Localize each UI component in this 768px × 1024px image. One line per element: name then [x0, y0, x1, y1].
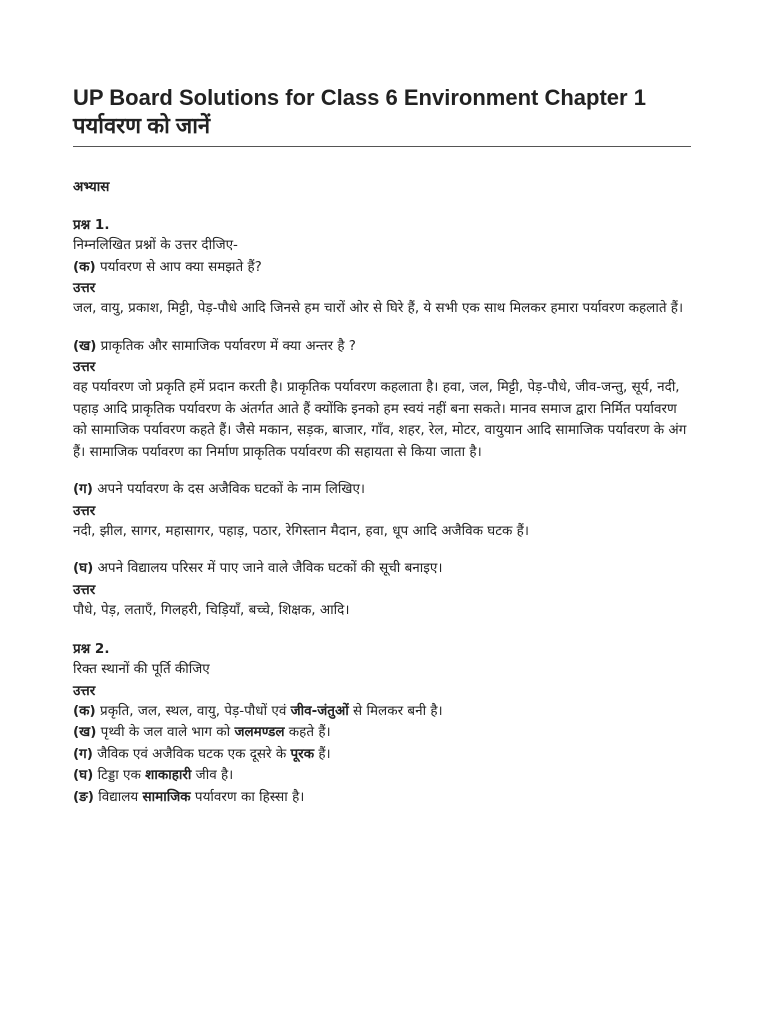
answer-label: उत्तर: [73, 359, 96, 375]
part-question: [73, 257, 694, 279]
line-marker: (घ): [73, 767, 94, 783]
part-marker: (घ): [73, 560, 94, 576]
line-marker: (ङ): [73, 788, 94, 805]
line-marker: (ख): [73, 724, 97, 740]
part-question-text: अपने विद्यालय परिसर में पाए जाने वाले जैविक घटकों की सूची बनाइए।: [93, 560, 443, 576]
question-1-label: प्रश्न 1.: [73, 217, 110, 233]
fill-blank-line: [73, 787, 694, 809]
fill-blank-line: [73, 722, 694, 744]
line-marker: (क): [73, 702, 96, 719]
line-text: पर्यावरण का हिस्सा है।: [190, 788, 305, 805]
answer-label: उत्तर: [73, 280, 96, 296]
part-question-text: प्राकृतिक और सामाजिक पर्यावरण में क्या अन्तर है ?: [96, 337, 356, 354]
question-2: [73, 639, 694, 808]
q1-part-kha: [73, 336, 694, 464]
line-text: जैविक एवं अजैविक घटक एक दूसरे के: [92, 745, 291, 762]
title-line-english: UP Board Solutions for Class 6 Environment Chapter 1: [73, 85, 646, 110]
fill-blank-line: [73, 701, 694, 723]
title-line-hindi: पर्यावरण को जानें: [73, 113, 211, 138]
line-text: कहते हैं।: [284, 724, 331, 740]
q1-part-gha: [73, 558, 694, 621]
fill-blank-line: [73, 744, 694, 766]
part-marker: (ख): [73, 337, 97, 354]
line-text: प्रकृति, जल, स्थल, वायु, पेड़-पौधों एवं: [95, 702, 291, 719]
answer-label: उत्तर: [73, 682, 96, 699]
answer-text: वह पर्यावरण जो प्रकृति हमें प्रदान करती है। प्राकृतिक पर्यावरण कहलाता है। हवा, जल, मिट्टी, पेड़-पौधे, जीव-जन्तु, सूर्य, नदी, पहाड़ आदि प्राकृतिक पर्यावरण के अंतर्गत आते हैं क्योंकि इनको हम स्वयं नहीं बना सकते। मानव समाज द्वारा निर्मित पर्यावरण को सामाजिक पर्यावरण कहते हैं। जैसे मकान, सड़क, बाजार, गाँव, शहर, रेल, मोटर, वायुयान आदि सामाजिक पर्यावरण के अंग हैं। सामाजिक पर्यावरण का निर्माण प्राकृतिक पर्यावरण की सहायता से किया जाता है।: [73, 379, 687, 460]
page-title: [73, 0, 694, 140]
question-1: [73, 215, 694, 621]
line-text: जीव है।: [191, 767, 234, 783]
answer-word: शाकाहारी: [145, 767, 192, 783]
part-question-text: पर्यावरण से आप क्या समझते हैं?: [95, 258, 262, 275]
part-marker: (ग): [73, 481, 93, 497]
question-2-label: प्रश्न 2.: [73, 641, 110, 657]
answer-text: नदी, झील, सागर, महासागर, पहाड़, पठार, रेगिस्तान मैदान, हवा, धूप आदि अजैविक घटक हैं।: [73, 522, 529, 539]
part-question: [73, 336, 694, 358]
q1-part-ka: [73, 257, 694, 320]
q1-part-ga: [73, 479, 694, 542]
line-marker: (ग): [73, 745, 93, 762]
part-marker: (क): [73, 258, 96, 275]
part-question-text: अपने पर्यावरण के दस अजैविक घटकों के नाम लिखिए।: [92, 481, 366, 497]
answer-word: सामाजिक: [142, 788, 191, 805]
question-2-instruction: रिक्त स्थानों की पूर्ति कीजिए: [73, 661, 210, 677]
answer-text: पौधे, पेड़, लताएँ, गिलहरी, चिड़ियाँ, बच्चे, शिक्षक, आदि।: [73, 601, 350, 618]
answer-text: जल, वायु, प्रकाश, मिट्टी, पेड़-पौधे आदि जिनसे हम चारों ओर से घिरे हैं, ये सभी एक साथ मिलकर हमारा पर्यावरण कहलाते हैं।: [73, 300, 684, 316]
line-text: टिड्डा एक: [93, 767, 146, 783]
answer-label: उत्तर: [73, 502, 96, 519]
line-text: हैं।: [314, 745, 331, 762]
answer-word: जलमण्डल: [234, 724, 285, 740]
title-divider: [73, 146, 691, 147]
part-question: [73, 479, 694, 501]
fill-blank-line: [73, 765, 694, 787]
line-text: विद्यालय: [93, 788, 143, 805]
line-text: से मिलकर बनी है।: [348, 702, 443, 719]
line-text: पृथ्वी के जल वाले भाग को: [96, 724, 235, 740]
part-question: [73, 558, 694, 580]
question-1-instruction: निम्नलिखित प्रश्नों के उत्तर दीजिए-: [73, 237, 238, 253]
answer-word: जीव-जंतुओं: [290, 702, 349, 719]
answer-label: उत्तर: [73, 581, 96, 598]
answer-word: पूरक: [290, 745, 315, 762]
section-heading: अभ्यास: [73, 179, 110, 195]
